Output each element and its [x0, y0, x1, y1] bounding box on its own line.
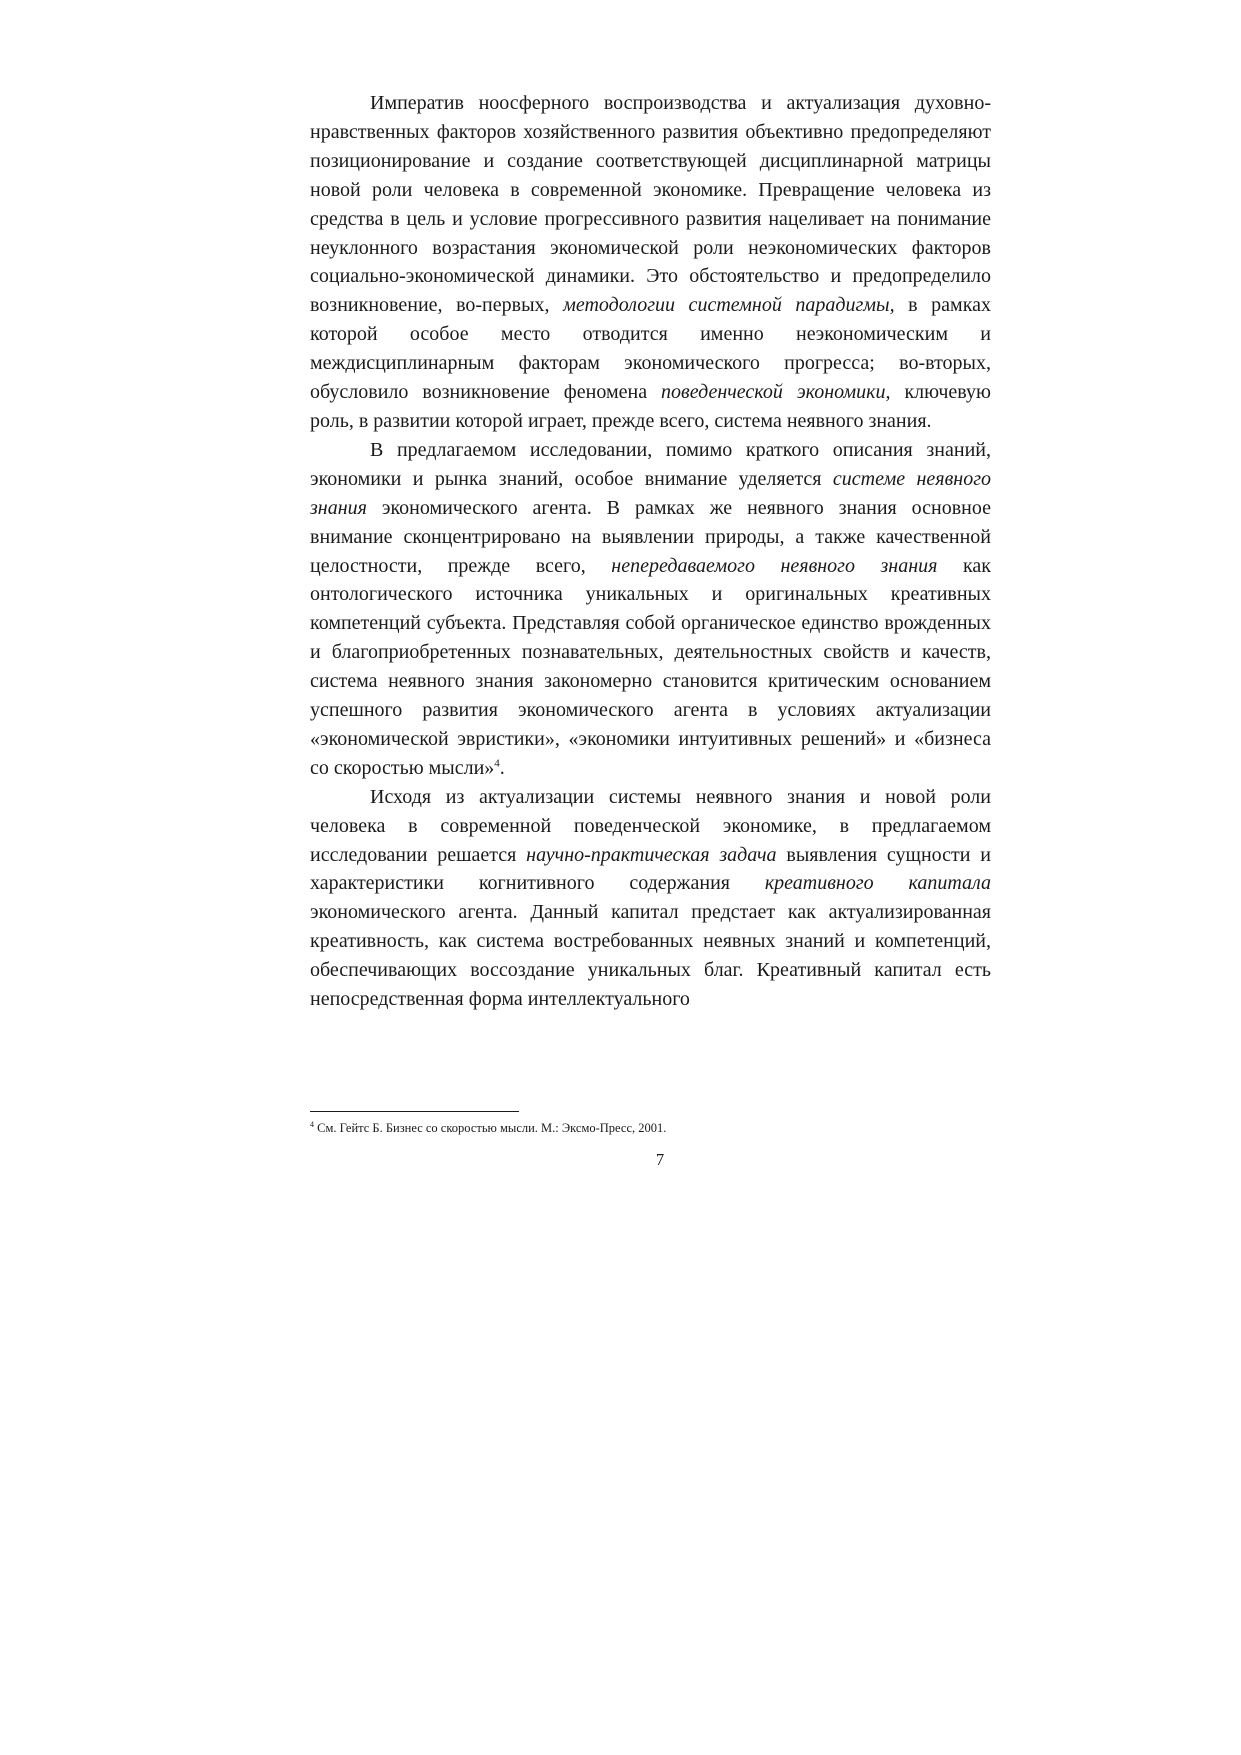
text-run: . [499, 756, 505, 779]
footnote [310, 1120, 991, 1136]
text-run: Императив ноосферного воспроизводства и актуализация духовно-нравственных факторов хозяйственного развития объективно предопределяют позиционирование и создание соответствующей дисциплинарной матрицы новой роли человека в современной экономике. Превращение человека из средства в цель и условие прогрессивного развития нацеливает на понимание неуклонного возрастания экономической роли неэкономических факторов социально-экономической динамики. Это обстоятельство и предопределило возникновение, во-первых, [310, 92, 991, 317]
paragraph-1 [310, 89, 991, 436]
page-number: 7 [655, 1150, 665, 1169]
footnote-reference[interactable]: 4 [494, 757, 500, 770]
footnote-marker: 4 [310, 1119, 314, 1129]
paragraph-3 [310, 783, 991, 1014]
footnote-text: См. Гейтс Б. Бизнес со скоростью мысли. М.: Эксмо-Пресс, 2001. [314, 1121, 667, 1135]
text-run: как онтологического источника уникальных и оригинальных креативных компетенций субъекта. Представляя собой органическое единство врожденных и благоприобретенных познавательных, деятельностных свойств и качеств, система неявного знания закономерно становится критическим основанием успешного развития экономического агента в условиях актуализации «экономической эвристики», «экономики интуитивных решений» и «бизнеса со скоростью мысли» [310, 554, 991, 779]
italic-term-tacit-knowledge-system: системе неявного знания [310, 467, 991, 519]
text-run: в рамках которой особое место отводится именно неэкономическим и междисциплинарным факторам экономического прогресса; во-вторых, обусловило возникновение феномена [310, 294, 991, 404]
italic-term-untransferable-knowledge: непередаваемого неявного знания [611, 554, 938, 577]
italic-term-research-task: научно-практическая задача [526, 843, 777, 866]
italic-term-behavioral-economics: поведенческой экономики, [661, 381, 891, 404]
page-body [310, 89, 991, 1014]
text-run: ключевую роль, в развитии которой играет, прежде всего, система неявного знания. [310, 381, 991, 432]
italic-term-creative-capital: креативного капитала [764, 872, 992, 895]
footnote-separator [310, 1111, 519, 1112]
paragraph-2 [310, 436, 991, 783]
text-run: экономического агента. Данный капитал предстает как актуализированная креативность, как система востребованных неявных знаний и компетенций, обеспечивающих воссоздание уникальных благ. Креативный капитал есть непосредственная форма интеллектуального [310, 901, 991, 1011]
text-run: В предлагаемом исследовании, помимо краткого описания знаний, экономики и рынка знаний, особое внимание уделяется [310, 438, 991, 490]
text-run: выявления сущности и характеристики когнитивного содержания [310, 843, 991, 895]
text-run: Исходя из актуализации системы неявного знания и новой роли человека в современной поведенческой экономике, в предлагаемом исследовании решается [310, 785, 991, 866]
italic-term-systems-paradigm: методологии системной парадигмы, [563, 294, 895, 317]
text-run: экономического агента. В рамках же неявного знания основное внимание сконцентрировано на выявлении природы, а также качественной целостности, прежде всего, [310, 496, 991, 577]
